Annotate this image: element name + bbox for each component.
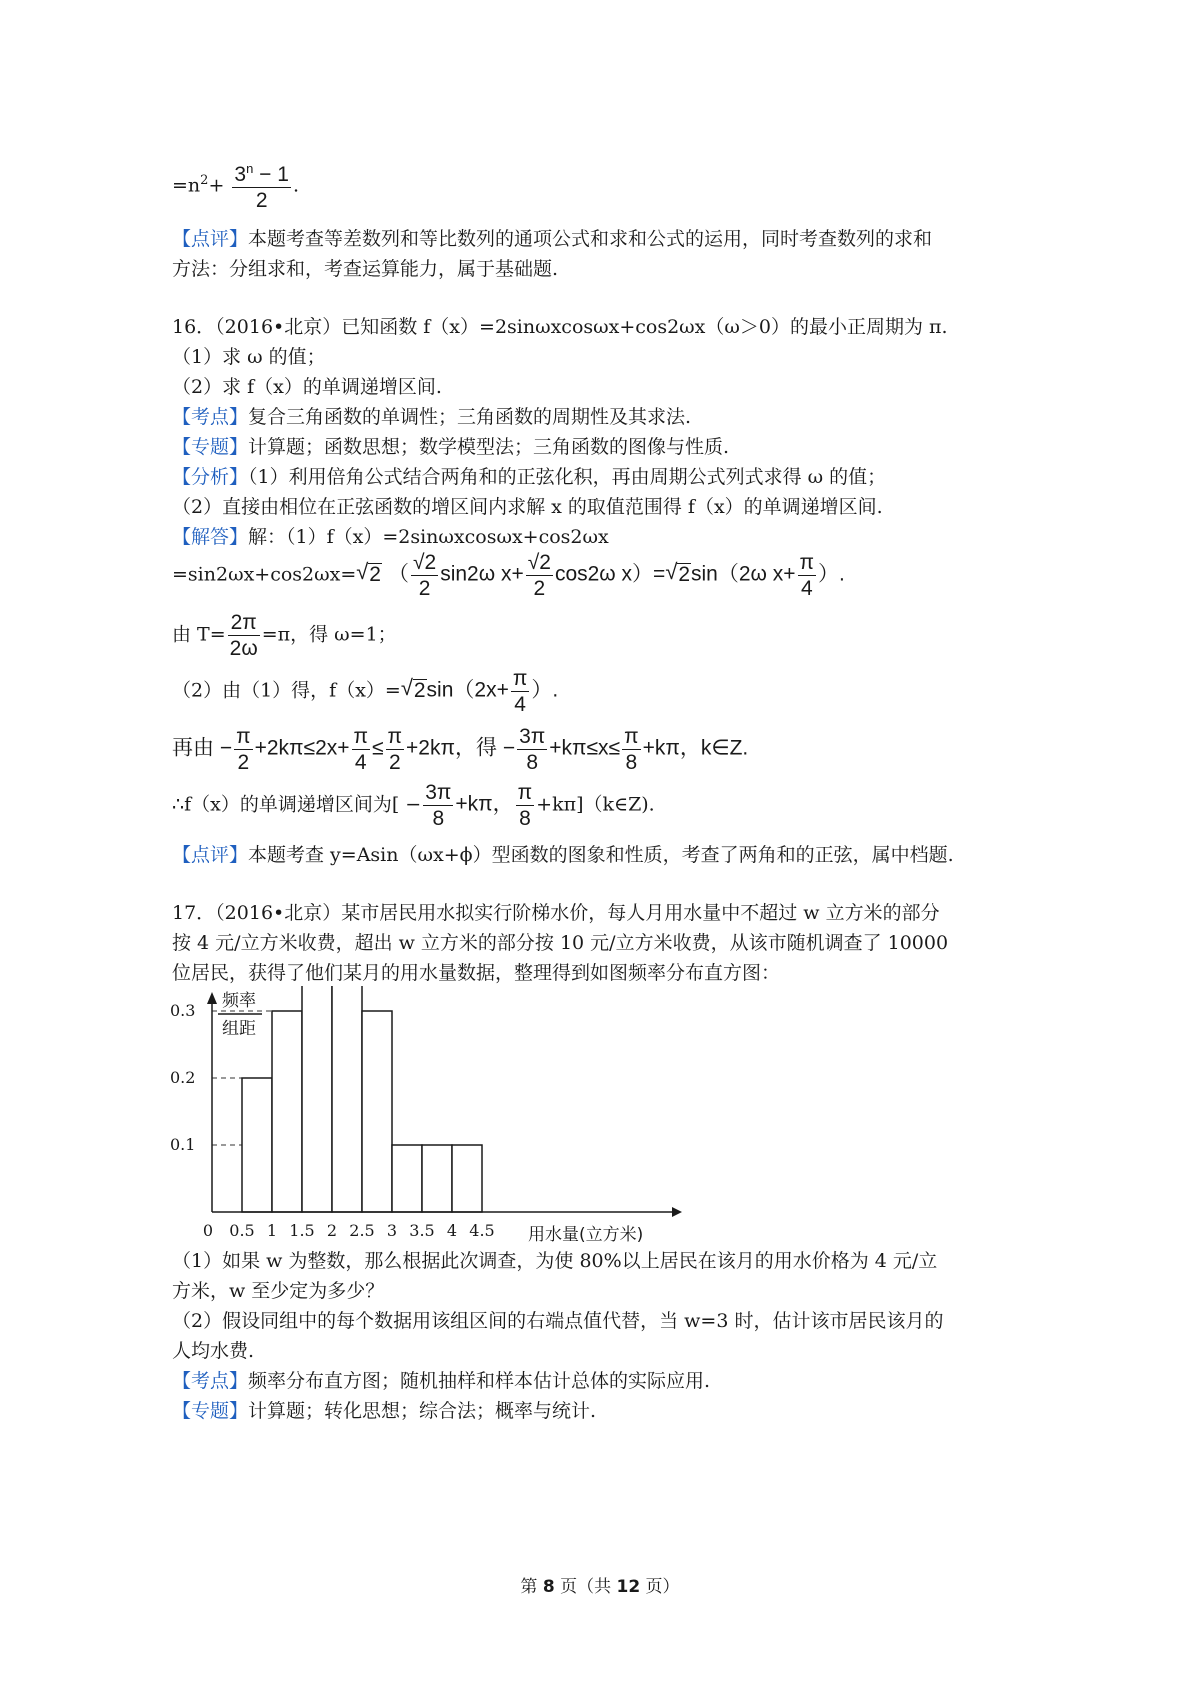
x-axis-arrow [672,1207,682,1217]
fraction [511,668,530,715]
x-tick-label: 4 [446,1221,458,1240]
q17-zhuanti [172,1402,596,1421]
fraction [526,552,553,599]
question-stem: 位居民，获得了他们某月的用水量数据，整理得到如图频率分布直方图： [172,962,781,984]
fenxi-text: （2）直接由相位在正弦函数的增区间内求解 x 的取值范围得 f（x）的单调递增区间. [172,496,883,518]
x-axis-label: 用水量(立方米) [528,1225,644,1245]
math-text: ≤ [372,736,384,760]
fraction-numerator: π [236,725,251,748]
jieda-tag: 【解答】 [172,526,249,548]
footer-text: 页（共 [554,1577,617,1597]
sqrt [356,563,382,585]
q16-jieda3 [172,612,397,659]
math-text: =π，得 ω=1； [261,623,397,646]
math-text: ）. [531,678,559,702]
x-tick-label: 1.5 [289,1221,315,1240]
fraction-denominator: 4 [354,751,367,774]
sqrt [401,679,427,701]
math-text: （ [387,562,409,586]
page-number: 8 [542,1577,555,1597]
math-text: +2kπ，得 − [406,736,516,760]
fraction [423,782,453,829]
q16-jieda2 [172,552,845,599]
histogram-bar-7 [422,1145,452,1212]
y-axis-label-numerator: 频率 [222,991,256,1011]
fraction [798,552,817,599]
q17-part1a [172,1252,937,1271]
math-text: ）. [818,562,845,586]
kaodian-text: 频率分布直方图；随机抽样和样本估计总体的实际应用. [248,1370,711,1392]
fraction-numerator: 3π [425,781,452,804]
sqrt [665,563,691,585]
question-stem: 17．（2016•北京）某市居民用水拟实行阶梯水价，每人月用水量中不超过 w 立方米的部分 [172,902,940,924]
x-tick-label: 3 [386,1221,398,1240]
q16-fenxi2 [172,498,883,517]
y-tick-label: 0.2 [170,1068,196,1087]
fraction [386,726,405,773]
exponent: 2 [200,173,209,189]
sqrt-radicand: 2 [678,562,690,586]
q16-part2 [172,378,442,397]
prev-review-line2 [172,260,558,279]
fraction-denominator: 2 [237,751,250,774]
x-tick-label: 0 [202,1221,214,1240]
math-text: cos2ω x）= [554,562,666,586]
question-stem: 按 4 元/立方米收费，超出 w 立方米的部分按 10 元/立方米收费，从该市随机调查了 10000 [172,932,949,954]
fraction-numerator: π [799,551,815,574]
kaodian-tag: 【考点】 [172,1370,249,1392]
histogram-bar-5 [362,1011,392,1212]
q16-fenxi1 [172,468,886,487]
math-text: +kπ， [455,792,514,816]
jieda-text: 解：（1）f（x）=2sinωxcosωx+cos2ωx [248,526,609,548]
q17-kaodian [172,1372,710,1391]
fraction [411,552,438,599]
q16-stem [172,318,948,337]
page-total: 12 [616,1577,641,1597]
question-part: 人均水费. [172,1340,255,1362]
fraction-denominator: 2 [418,577,431,600]
math-text: +kπ]（k∈Z). [536,793,655,816]
fraction [234,726,253,773]
fraction-numerator: √2 [527,551,551,574]
fraction-numerator: π [624,725,639,748]
math-text: =sin2ωx+cos2ωx= [172,563,357,586]
x-tick-label: 2 [326,1221,338,1240]
q17-part2a [172,1312,943,1331]
fraction-numerator: π [517,781,533,804]
q17-part1b [172,1282,384,1301]
q16-review [172,846,954,865]
zhuanti-text: 计算题；转化思想；综合法；概率与统计. [248,1400,597,1422]
math-text: − 1 [253,163,289,186]
question-part: （2）求 f（x）的单调递增区间. [172,376,442,398]
histogram-bar-8 [452,1145,482,1212]
math-text: （2）由（1）得，f（x）= [172,679,401,702]
fraction [228,612,260,659]
question-part: （2）假设同组中的每个数据用该组区间的右端点值代替，当 w=3 时，估计该市居民该月的 [172,1310,944,1332]
fraction [352,726,371,773]
math-text: sin（2ω x+ [691,562,796,586]
exponent: n [246,161,254,176]
q16-zhuanti [172,438,729,457]
q16-jieda5 [172,726,748,773]
sqrt-radicand: 2 [369,562,381,586]
fraction-numerator: π [512,667,528,690]
y-axis-arrow [207,992,217,1004]
fenxi-text: （1）利用倍角公式结合两角和的正弦化积，再由周期公式列式求得 ω 的值； [248,466,887,488]
math-text: +kπ，k∈Z. [642,736,749,760]
y-axis-label-denominator: 组距 [222,1019,256,1039]
x-tick-label: 3.5 [409,1221,435,1240]
q16-kaodian [172,408,691,427]
math-text: 再由 − [172,736,233,760]
math-text: sin2ω x+ [440,562,524,586]
fraction-denominator: 8 [625,751,638,774]
q17-stem2 [172,934,948,953]
math-text: . [292,174,300,197]
zhuanti-text: 计算题；函数思想；数学模型法；三角函数的图像与性质. [248,436,730,458]
histogram-bar-6 [392,1145,422,1212]
x-tick-label: 0.5 [229,1221,255,1240]
fraction [517,726,547,773]
q17-stem3 [172,964,780,983]
y-tick-label: 0.3 [170,1001,196,1020]
fenxi-tag: 【分析】 [172,466,249,488]
histogram-chart [160,986,720,1248]
question-part: （1）求 ω 的值； [172,346,326,368]
y-tick-label: 0.1 [170,1135,196,1154]
x-tick-label: 2.5 [349,1221,375,1240]
fraction-numerator: π [387,725,403,748]
zhuanti-tag: 【专题】 [172,436,249,458]
fraction [232,162,291,211]
review-tag: 【点评】 [172,228,249,250]
math-text: +2kπ≤2x+ [254,736,350,760]
question-stem: 16．（2016•北京）已知函数 f（x）=2sinωxcosωx+cos2ωx（ω＞0）的最小正周期为 π. [172,316,948,338]
kaodian-tag: 【考点】 [172,406,249,428]
histogram-bar-1 [242,1078,272,1212]
kaodian-text: 复合三角函数的单调性；三角函数的周期性及其求法. [248,406,692,428]
footer-text: 页） [640,1577,680,1597]
math-text: + [208,174,225,197]
math-text: sin（2x+ [426,678,509,702]
fraction-denominator: 2 [388,751,401,774]
math-text: 3 [234,163,247,186]
q16-jieda1 [172,528,609,547]
fraction-denominator: 8 [526,751,538,774]
fraction-denominator: 8 [519,807,531,830]
fraction-denominator: 4 [514,693,526,716]
q16-jieda4 [172,668,558,715]
histogram-bar-3 [302,986,332,1212]
prev-review-line1 [172,230,932,249]
q17-part2b [172,1342,254,1361]
question-part: 方米，w 至少定为多少？ [172,1280,385,1302]
fraction-denominator: 2 [533,577,546,600]
q17-stem1 [172,904,940,923]
math-text: 由 T= [172,623,226,646]
q16-part1 [172,348,326,367]
fraction-numerator: π [353,725,369,748]
fraction [516,782,535,829]
x-tick-label: 1 [266,1221,278,1240]
footer-text: 第 [520,1577,543,1597]
fraction-denominator: 8 [432,807,445,830]
histogram-bar-2 [272,1011,302,1212]
math-text: ∴f（x）的单调递增区间为[ − [172,793,422,816]
sqrt-radicand: 2 [413,678,426,702]
review-text: 本题考查 y=Asin（ωx+ϕ）型函数的图象和性质，考查了两角和的正弦，属中档题. [248,844,954,866]
fraction-numerator: √2 [412,551,437,574]
histogram-bar-4 [332,986,362,1212]
fraction [622,726,641,773]
fraction-numerator: 3π [519,725,546,748]
math-text: +kπ≤x≤ [549,736,621,760]
fraction-denominator: 2 [255,189,268,212]
review-text: 方法：分组求和，考查运算能力，属于基础题. [172,258,559,280]
review-text: 本题考查等差数列和等比数列的通项公式和求和公式的运用，同时考查数列的求和 [248,228,933,250]
zhuanti-tag: 【专题】 [172,1400,249,1422]
fraction-denominator: 4 [800,577,813,600]
review-tag: 【点评】 [172,844,249,866]
x-tick-label: 4.5 [469,1221,495,1240]
prev-result-line [172,162,299,211]
q16-jieda6 [172,782,655,829]
question-part: （1）如果 w 为整数，那么根据此次调查，为使 80%以上居民在该月的用水价格为 4 元/立 [172,1250,938,1272]
page-footer [0,1572,1200,1597]
fraction-numerator [232,162,291,188]
math-text: =n [172,174,201,197]
fraction-denominator: 2ω [229,637,258,660]
fraction-numerator: 2π [228,612,260,636]
